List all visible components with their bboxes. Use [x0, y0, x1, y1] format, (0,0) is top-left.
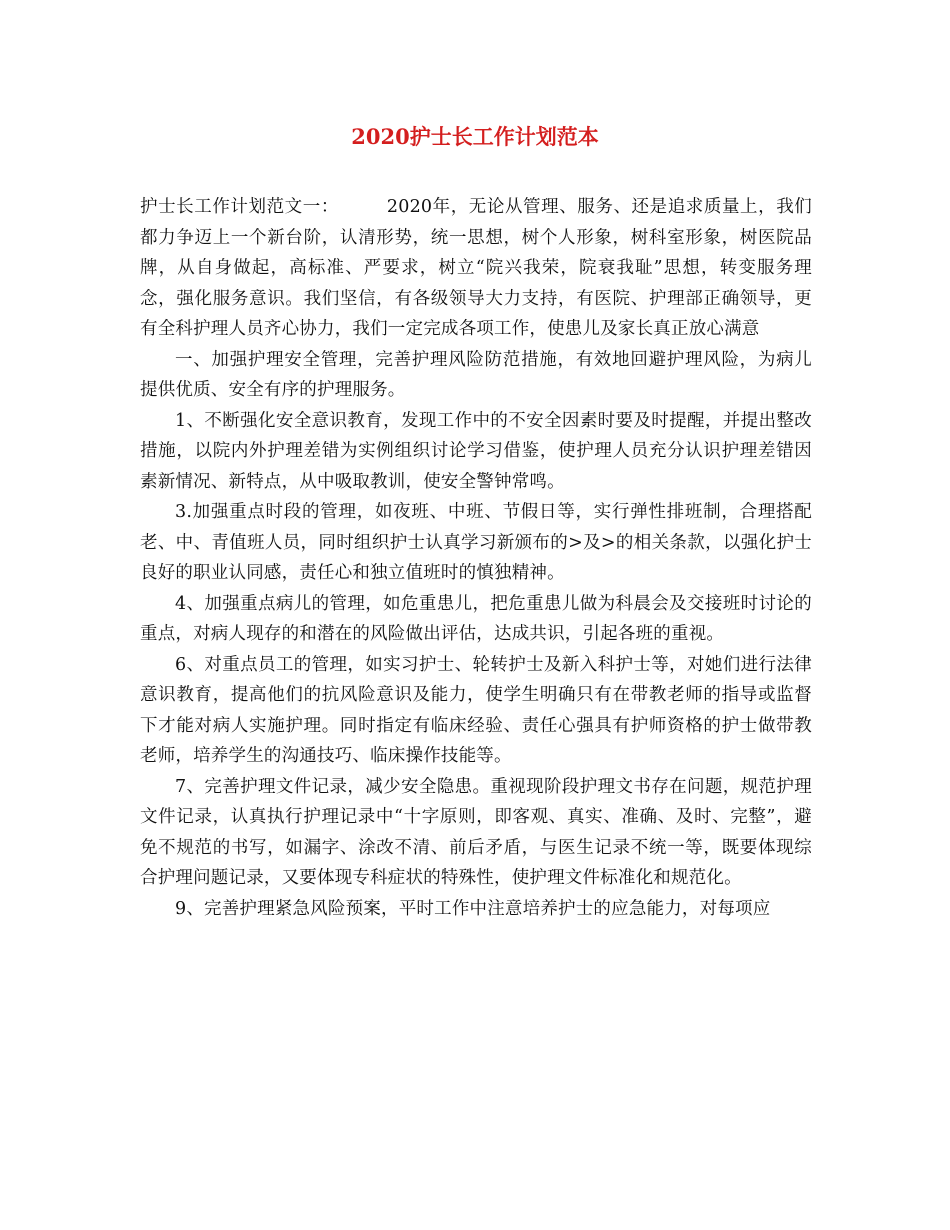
paragraph-item-7: 7、完善护理文件记录，减少安全隐患。重视现阶段护理文书存在问题，规范护理文件记录，认真执行护理记录中“十字原则，即客观、真实、准确、及时、完整”，避免不规范的书写，如漏字、涂改不清、前后矛盾，与医生记录不统一等，既要体现综合护理问题记录，又要体现专科症状的特殊性，使护理文件标准化和规范化。 — [140, 776, 812, 888]
paragraph-item-9: 9、完善护理紧急风险预案，平时工作中注意培养护士的应急能力，对每项应 — [175, 898, 771, 919]
paragraph-item-1: 1、不断强化安全意识教育，发现工作中的不安全因素时要及时提醒，并提出整改措施，以院内外护理差错为实例组织讨论学习借鉴，使护理人员充分认识护理差错因素新情况、新特点，从中吸取教训，使安全警钟常鸣。 — [140, 410, 812, 492]
intro-paragraph — [140, 192, 812, 345]
document-body — [140, 192, 812, 924]
paragraph-section-1: 一、加强护理安全管理，完善护理风险防范措施，有效地回避护理风险，为病儿提供优质、安全有序的护理服务。 — [140, 349, 812, 400]
paragraph-item-3: 3.加强重点时段的管理，如夜班、中班、节假日等，实行弹性排班制，合理搭配老、中、青值班人员，同时组织护士认真学习新颁布的>及>的相关条款，以强化护士良好的职业认同感，责任心和独立值班时的慎独精神。 — [140, 502, 812, 583]
paragraph-item-6: 6、对重点员工的管理，如实习护士、轮转护士及新入科护士等，对她们进行法律意识教育，提高他们的抗风险意识及能力，使学生明确只有在带教老师的指导或监督下才能对病人实施护理。同时指定有临床经验、责任心强具有护师资格的护士做带教老师，培养学生的沟通技巧、临床操作技能等。 — [140, 654, 812, 766]
paragraph-item-4: 4、加强重点病儿的管理，如危重患儿，把危重患儿做为科晨会及交接班时讨论的重点，对病人现存的和潜在的风险做出评估，达成共识，引起各班的重视。 — [140, 593, 812, 644]
document-title: 2020护士长工作计划范本 — [351, 124, 599, 149]
intro-label: 护士长工作计划范文一： — [140, 197, 339, 217]
intro-text: 2020年，无论从管理、服务、还是追求质量上，我们都力争迈上一个新台阶，认清形势，统一思想，树个人形象，树科室形象，树医院品牌，从自身做起，高标准、严要求，树立“院兴我荣，院衰我耻”思想，转变服务理念，强化服务意识。我们坚信，有各级领导大力支持，有医院、护理部正确领导，更有全科护理人员齐心协力，我们一定完成各项工作，使患儿及家长真正放心满意 — [140, 197, 812, 339]
